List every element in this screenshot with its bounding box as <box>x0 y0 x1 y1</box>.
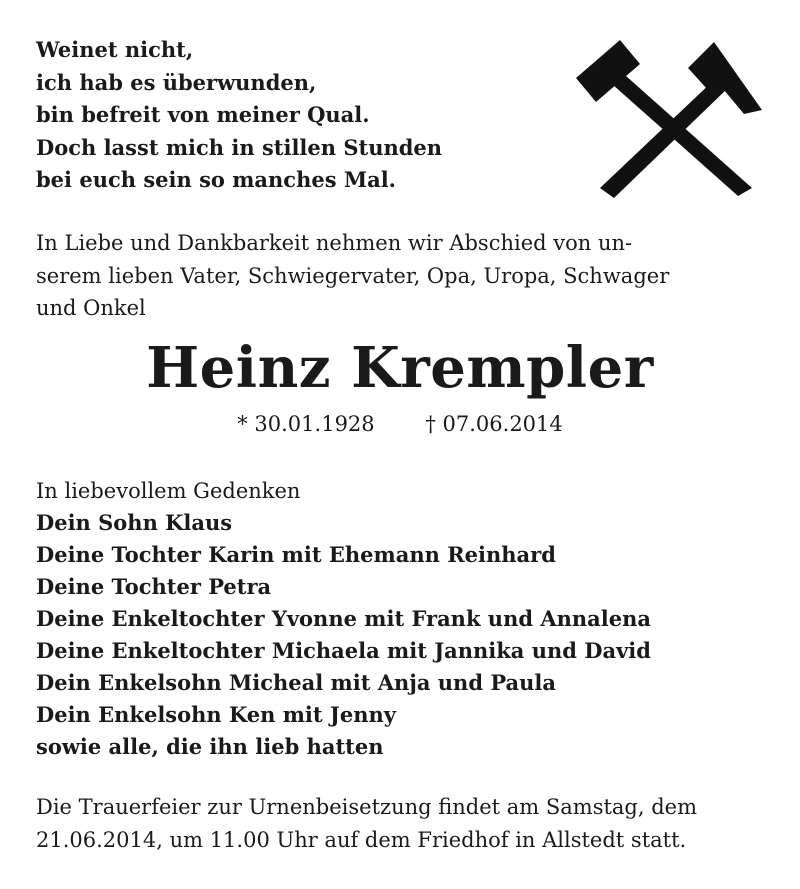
poem <box>36 34 556 197</box>
poem-line: bei euch sein so manches Mal. <box>36 167 396 192</box>
mourner-name: Deine Tochter Karin mit Ehemann Reinhard <box>36 542 556 567</box>
birth-date: * 30.01.1928 <box>237 412 375 436</box>
mourner-name: Dein Sohn Klaus <box>36 510 233 535</box>
mourners-heading: In liebevollem Gedenken <box>36 479 301 503</box>
mourners-list <box>36 475 766 763</box>
mourner-name: Deine Enkeltochter Yvonne mit Frank und Annalena <box>36 606 651 631</box>
mourner-name: Dein Enkelsohn Ken mit Jenny <box>36 702 396 727</box>
funeral-service-info <box>36 791 766 856</box>
mourner-name: Dein Enkelsohn Micheal mit Anja und Paula <box>36 670 557 695</box>
life-dates <box>0 409 800 439</box>
intro-text <box>36 227 766 325</box>
intro-line: serem lieben Vater, Schwiegervater, Opa, Uropa, Schwager <box>36 263 670 288</box>
mourner-name: Deine Tochter Petra <box>36 574 272 599</box>
deceased-name: Heinz Krempler <box>146 335 654 401</box>
poem-line: Weinet nicht, <box>36 37 194 62</box>
poem-line: Doch lasst mich in stillen Stunden <box>36 134 443 160</box>
mourner-name: sowie alle, die ihn lieb hatten <box>36 734 384 759</box>
poem-line: ich hab es überwunden, <box>36 69 317 95</box>
service-line: Die Trauerfeier zur Urnenbeisetzung findet am Samstag, dem <box>36 795 698 819</box>
service-line: 21.06.2014, um 11.00 Uhr auf dem Friedhof in Allstedt statt. <box>36 827 687 852</box>
mourner-name: Deine Enkeltochter Michaela mit Jannika und David <box>36 638 651 663</box>
crossed-hammers-icon <box>574 38 764 200</box>
death-date: † 07.06.2014 <box>425 412 563 436</box>
intro-line <box>36 227 766 260</box>
intro-line: und Onkel <box>36 296 146 320</box>
poem-line: bin befreit von meiner Qual. <box>36 102 370 127</box>
intro-line-text: In Liebe und Dankbarkeit nehmen wir Abschied von un- <box>36 231 633 255</box>
